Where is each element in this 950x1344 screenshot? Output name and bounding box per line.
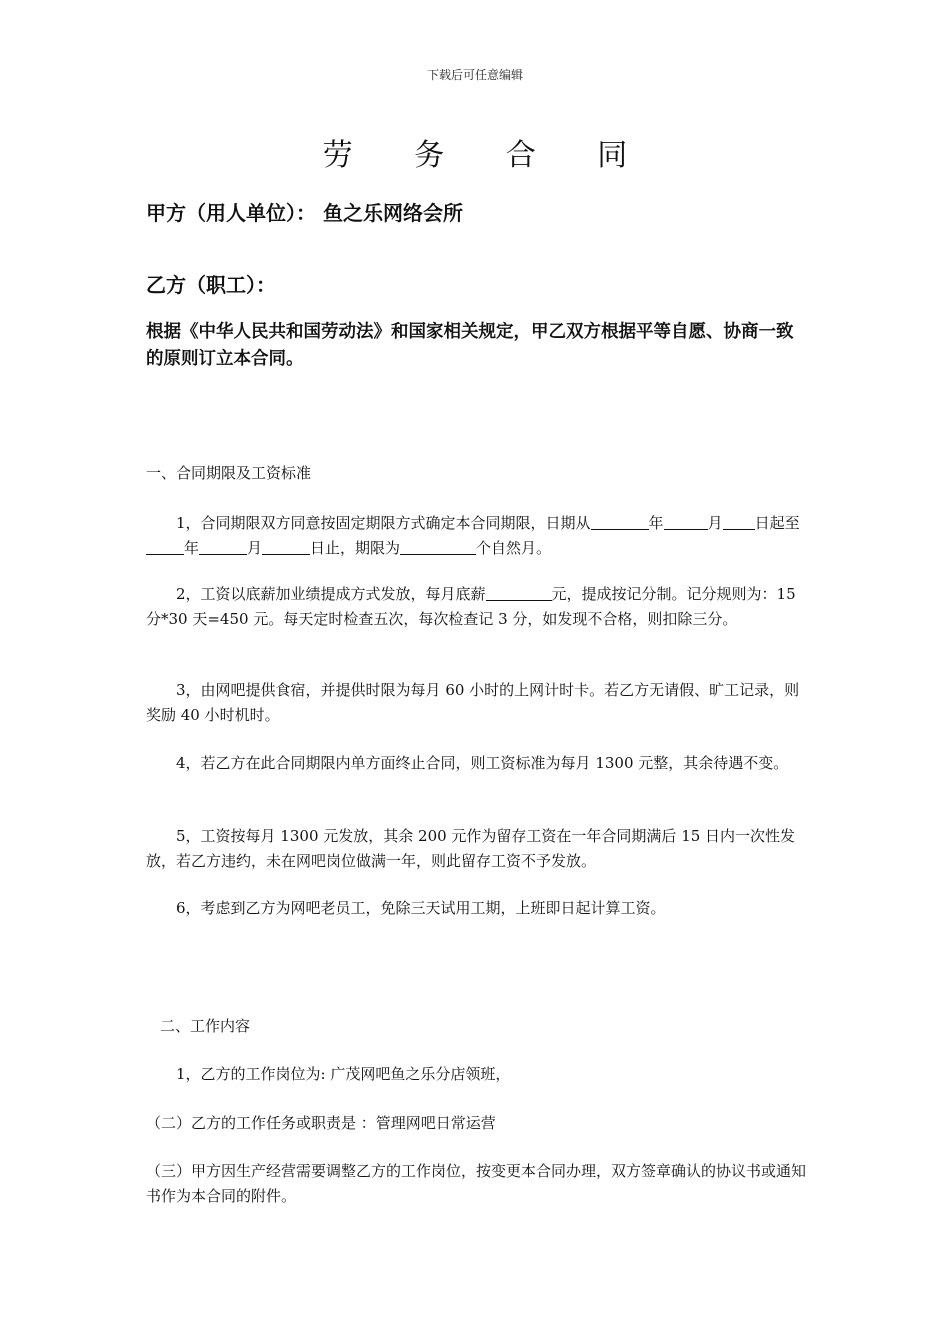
item-1-text-d: 日起至 xyxy=(754,514,800,532)
item-1-text-h: 个自然月。 xyxy=(476,539,552,557)
section-1-item-4: 4，若乙方在此合同期限内单方面终止合同，则工资标准为每月 1300 元整，其余待遇不变。 xyxy=(176,754,789,772)
party-b-line: 乙方（职工）： xyxy=(146,273,276,297)
item-1-text-f: 月 xyxy=(247,539,263,557)
item-1-text-e: 年 xyxy=(184,539,200,557)
start-day-blank xyxy=(723,513,755,530)
item-1-text-g: 日止，期限为 xyxy=(310,539,401,557)
intro-paragraph: 根据《中华人民共和国劳动法》和国家相关规定，甲乙双方根据平等自愿、协商一致的原则订立本合同。 xyxy=(146,322,794,369)
item-1-text-a: 1，合同期限双方同意按固定期限方式确定本合同期限，日期从 xyxy=(176,514,591,532)
start-month-blank xyxy=(664,513,708,530)
item-1-text-b: 年 xyxy=(648,514,664,532)
item-1-text-c: 月 xyxy=(707,514,723,532)
item-2-text-a: 2，工资以底薪加业绩提成方式发放，每月底薪 xyxy=(176,585,486,603)
section-2-item-1: 1，乙方的工作岗位为: 广茂网吧鱼之乐分店领班， xyxy=(176,1065,511,1083)
base-salary-blank xyxy=(486,584,552,601)
section-1-item-5: 5，工资按每月 1300 元发放，其余 200 元作为留存工资在一年合同期满后 15 日内一次性发放，若乙方违约，未在网吧岗位做满一年，则此留存工资不予发放。 xyxy=(146,827,796,870)
section-2-item-2: （二）乙方的工作任务或职责是 ：管理网吧日常运营 xyxy=(146,1114,496,1132)
header-note: 下载后可任意编辑 xyxy=(426,68,523,82)
section-1-item-1 xyxy=(146,511,806,561)
section-1-heading: 一、合同期限及工资标准 xyxy=(146,464,312,482)
end-day-blank xyxy=(262,538,310,555)
section-1-item-6: 6，考虑到乙方为网吧老员工，免除三天试用工期，上班即日起计算工资。 xyxy=(176,899,666,917)
document-title: 劳 务 合 同 xyxy=(322,138,654,173)
term-months-blank xyxy=(400,538,476,555)
end-month-blank xyxy=(199,538,247,555)
section-1-item-3: 3，由网吧提供食宿，并提供时限为每月 60 小时的上网计时卡。若乙方无请假、旷工记录，则奖励 40 小时机时。 xyxy=(146,681,800,724)
start-year-blank xyxy=(591,513,649,530)
section-1-item-2 xyxy=(146,582,806,632)
section-2-item-3: （三）甲方因生产经营需要调整乙方的工作岗位，按变更本合同办理，双方签章确认的协议书或通知书作为本合同的附件。 xyxy=(146,1162,807,1205)
end-year-blank xyxy=(146,538,184,555)
item-2-text-b: 元，提成按记分制。记分规则为：15 分*30 天=450 元。每天定时检查五次，每次检查记 3 分，如发现不合格，则扣除三分。 xyxy=(146,585,796,628)
section-2-heading: 二、工作内容 xyxy=(160,1017,251,1035)
party-a-line: 甲方（用人单位）： 鱼之乐网络会所 xyxy=(146,201,463,225)
